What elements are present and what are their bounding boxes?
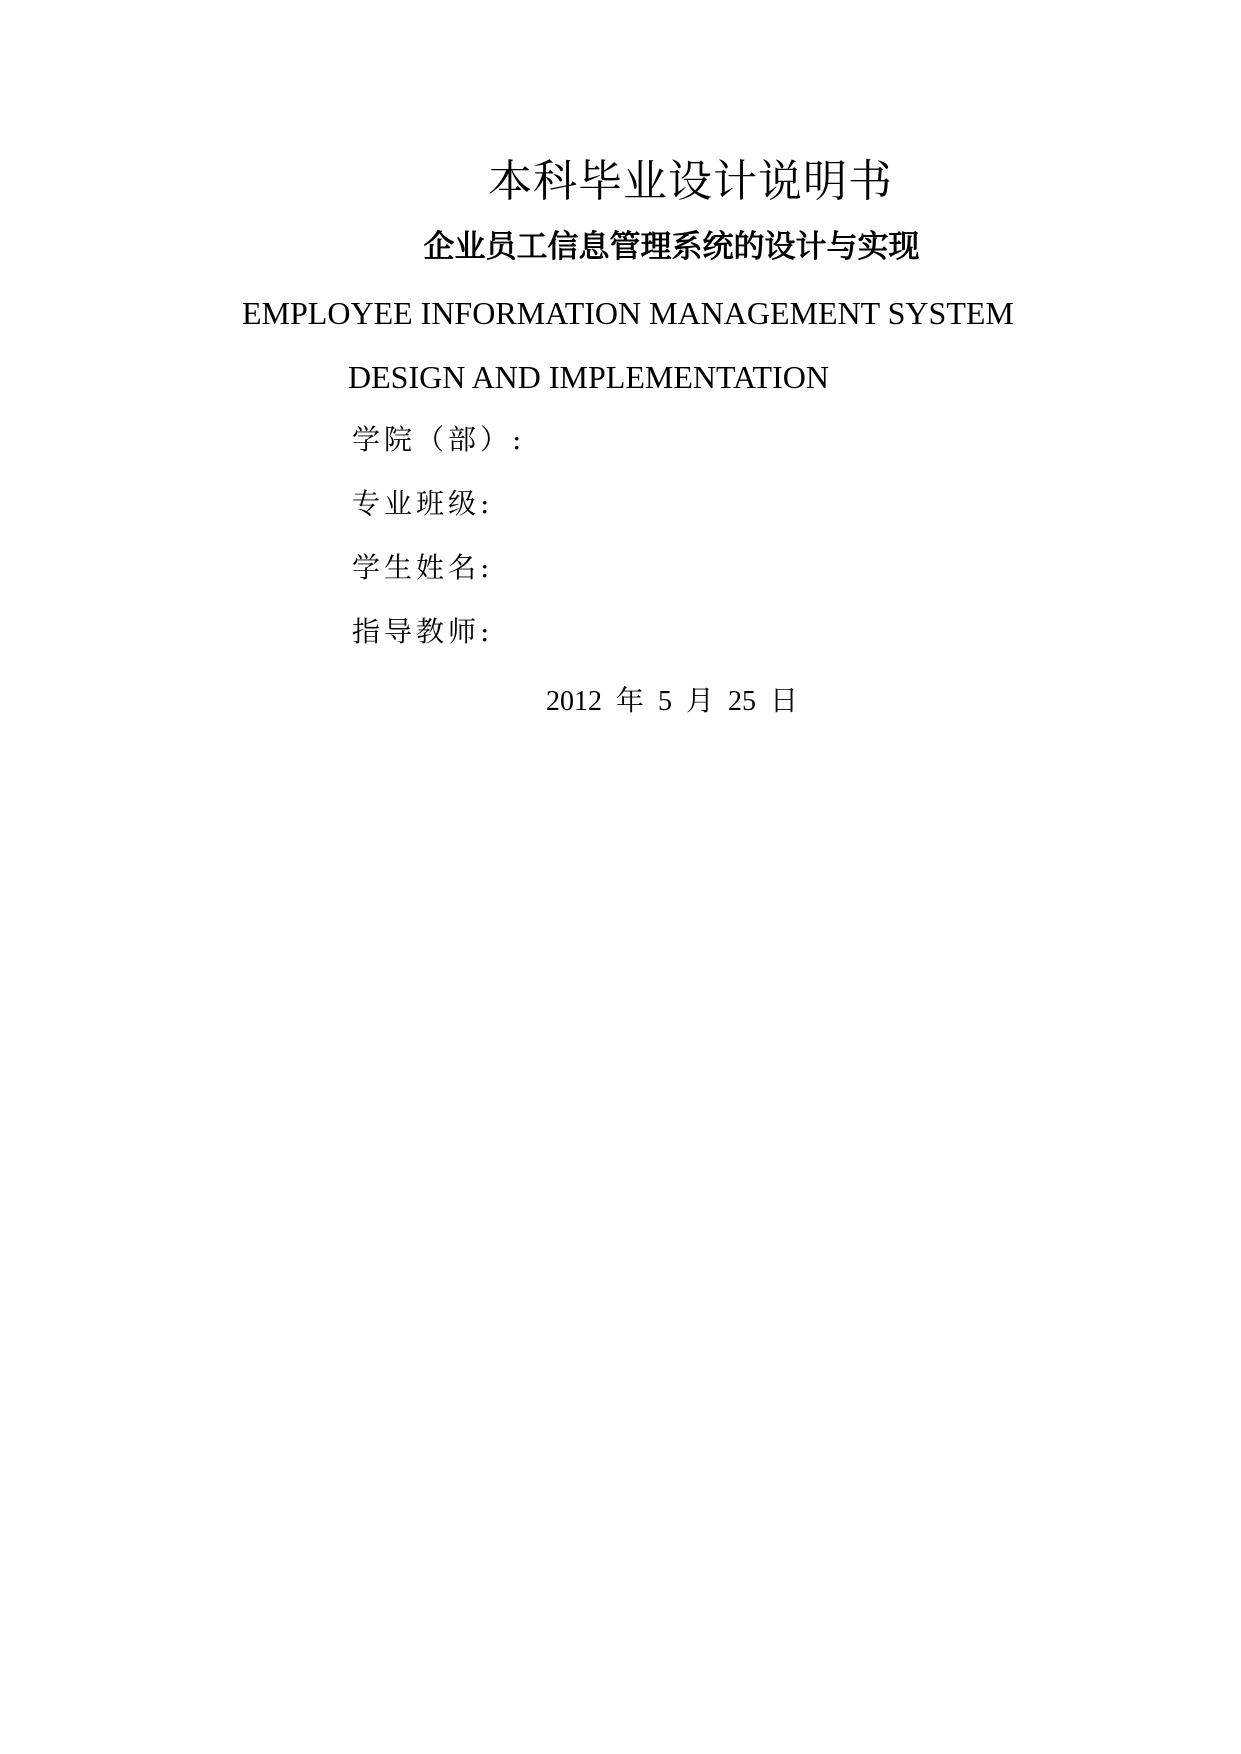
date-year-unit: 年 xyxy=(616,686,645,717)
date-month-unit: 月 xyxy=(686,686,715,717)
field-major-class xyxy=(352,482,699,526)
english-title-line-1: EMPLOYEE INFORMATION MANAGEMENT SYSTEM xyxy=(242,295,1014,331)
document-subtitle: 企业员工信息管理系统的设计与实现 xyxy=(423,229,920,265)
field-college xyxy=(352,418,731,462)
document-title: 本科毕业设计说明书 xyxy=(488,156,893,207)
field-major-class-label: 专业班级: xyxy=(352,487,494,520)
date-day-unit: 日 xyxy=(770,686,799,717)
field-advisor xyxy=(352,610,699,654)
date-month: 5 xyxy=(658,686,673,717)
field-college-label: 学院（部）: xyxy=(352,423,526,456)
english-title-line-2: DESIGN AND IMPLEMENTATION xyxy=(348,359,829,395)
date-year: 2012 xyxy=(546,686,602,717)
field-student-name xyxy=(352,546,699,590)
field-student-name-label: 学生姓名: xyxy=(352,551,494,584)
date-day: 25 xyxy=(728,686,757,717)
submission-date xyxy=(546,680,798,724)
field-advisor-label: 指导教师: xyxy=(352,615,494,648)
